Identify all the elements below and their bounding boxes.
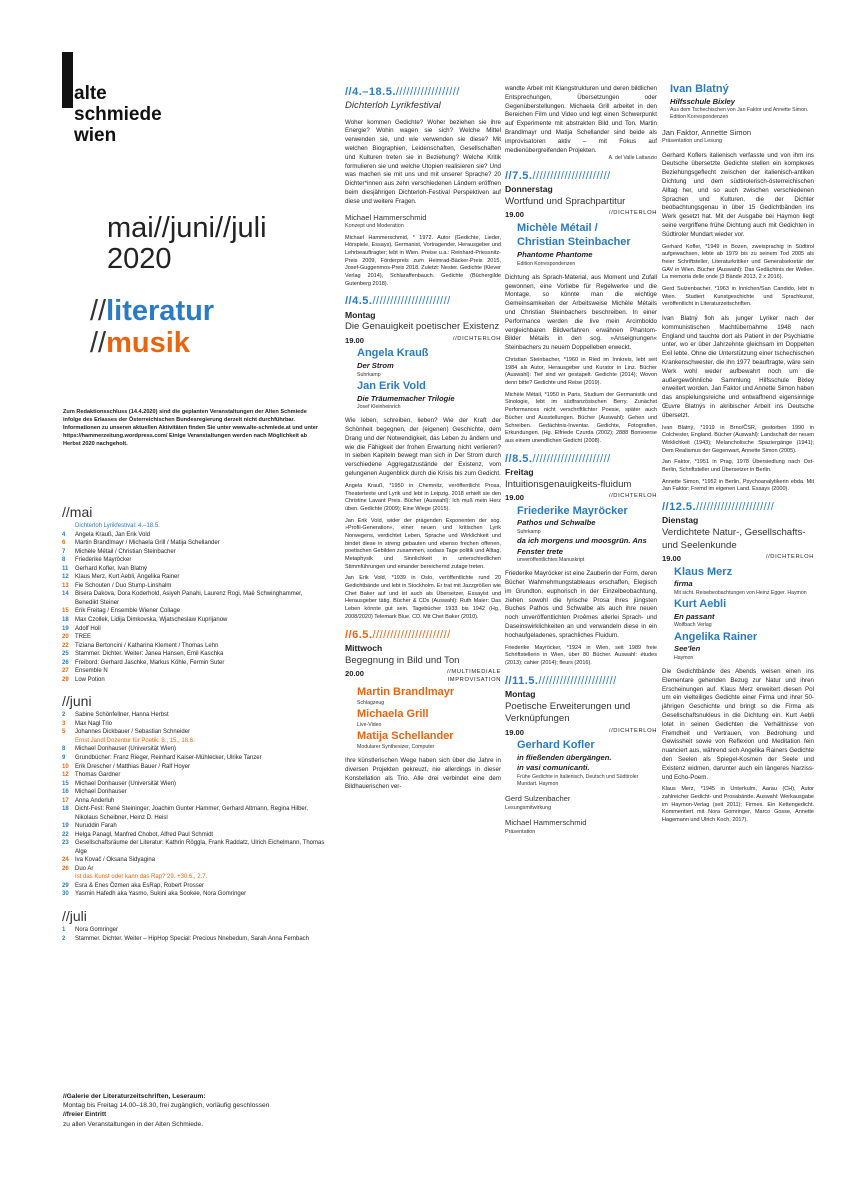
list-mai bbox=[62, 522, 327, 684]
calendar-date: 8 bbox=[62, 746, 66, 753]
work-title: firma bbox=[674, 579, 693, 589]
calendar-entry bbox=[62, 565, 327, 574]
event-text: Gerhard Koflers italienisch verfasste und von ihm ins Deutsche übersetzte Gedichte stellen ein komplexes Beziehungsgeflecht zwischen der italienisch-antiken Dichtung und dem südtirolerisch-österreichischen Alltag her, und so auch zwischen verschiedenen Sprachen und Kulturen, die der Dichter beobachtungsgenau in über 15 Gedichtbänden ins Werk gesetzt hat. Mit der Ausgabe bei Haymon liegt seine vergriffene frühe Dichtung auch mit Gedichten in Südtiroler Mundart wieder vor. bbox=[662, 151, 814, 238]
event-header: //4.–18.5.////////////////// bbox=[345, 86, 460, 98]
calendar-text: Nora Gomringer bbox=[75, 927, 119, 934]
calendar-date bbox=[62, 873, 75, 882]
calendar-text: Bisera Dakova, Dora Koderhold, Asiyeh Panahi, Laurenz Rogi, Maë Schwinghammer, Benedikt Steiner bbox=[75, 591, 303, 606]
calendar-entry bbox=[62, 839, 327, 856]
calendar-entry bbox=[62, 582, 327, 591]
performer: Martin Brandlmayr bbox=[357, 686, 455, 699]
notice: Zum Redaktionsschluss (14.4.2020) sind die geplanten Veranstaltungen der Alten Schmiede infolge des Erlasses der Österreichischen Bundesregierung derzeit nicht durchführbar. Informationen zu unseren aktuellen Aktivitäten finden Sie unter www.alte-schmiede.at und unter https://hammerzeitung.wordpress.com/ Einige Veranstaltungen werden nach Möglichkeit ab Herbst 2020 nachgeholt. bbox=[63, 409, 319, 448]
calendar-text: Erik Freitag / Ensemble Wiener Collage bbox=[75, 608, 181, 615]
calendar-date: 29 bbox=[62, 882, 69, 889]
calendar-entry bbox=[62, 745, 327, 754]
event-time-row: 20.00 //MULTIMEDIALE IMPROVISATION bbox=[345, 669, 501, 684]
category-musik: //musik bbox=[90, 327, 190, 359]
bio: Michael Hammerschmid, * 1972. Autor (Gedichte, Lieder, Hörspiele, Essays), Germanist, Vortragender, Herausgeber und Lehrbeauftragter; lebt in Wien. Preise u.a.: Reinhard-Priessnitz-Preis 2009, Förderpreis zum Heimrad-Bäcker-Preis 2015, Josef-Guggenmos-Preis 2018. Zuletzt: Nester. Gedichte (Klever Verlag 2014), Schlaraffenbauch. Gedichte (Büchergilde Gutenberg 2018). bbox=[345, 234, 501, 287]
performer: Angelika Rainer bbox=[674, 630, 758, 643]
calendar-date: 25 bbox=[62, 651, 69, 658]
column-3 bbox=[505, 85, 657, 836]
instrument: Live-Video bbox=[357, 721, 382, 728]
event-header: //4.5.////////////////////// bbox=[345, 295, 451, 308]
calendar-text: Ist das Kunst oder kann das Rap? 29. +30.6., 2.7. bbox=[75, 874, 208, 881]
calendar-entry bbox=[62, 633, 327, 642]
event-time-row: 19.00 //DICHTERLOH bbox=[505, 727, 657, 737]
calendar-text: Sabine Schönfellner, Hanna Herbst bbox=[75, 712, 169, 719]
calendar-entry bbox=[62, 737, 327, 746]
calendar-date: 1 bbox=[62, 927, 66, 934]
calendar-text: Max Nagl Trio bbox=[75, 720, 113, 727]
moderator: Jan Faktor, Annette Simon bbox=[662, 127, 752, 137]
calendar-entry bbox=[62, 890, 327, 899]
season bbox=[107, 213, 267, 275]
calendar-text: Erik Drescher / Matthias Bauer / Ralf Hoyer bbox=[75, 763, 191, 770]
event-title: Poetische Erweiterungen und Verknüpfungen bbox=[505, 700, 631, 725]
calendar-text: Stammer. Dichter. Weiter: Janea Hansen, Emil Kaschka bbox=[75, 651, 224, 658]
performer: Angela Krauß bbox=[357, 347, 429, 360]
calendar-date: 7 bbox=[62, 548, 66, 555]
logo-line: schmiede bbox=[74, 104, 162, 125]
calendar-entry bbox=[62, 822, 327, 831]
calendar-entry bbox=[62, 720, 327, 729]
calendar-date: 2 bbox=[62, 935, 66, 942]
list-juli bbox=[62, 926, 327, 943]
instrument: Modularer Synthesizer, Computer bbox=[357, 743, 435, 750]
calendar-text: Gesellschaftsräume der Literatur: Kathrin Röggla, Frank Raddatz, Ulrich Eichelmann, Thomas Alge bbox=[75, 840, 325, 855]
publisher: Haymon bbox=[674, 654, 694, 661]
calendar-text: Stammer. Dichter. Weiter – HipHop Special: Precious Nnebedum, Sarah Anna Fernbach bbox=[75, 935, 310, 942]
calendar-date: 19 bbox=[62, 625, 69, 632]
calendar-entry bbox=[62, 728, 327, 737]
calendar-text: Thomas Gardner bbox=[75, 772, 121, 779]
list-juni bbox=[62, 711, 327, 898]
month-juni: //juni bbox=[62, 693, 92, 710]
calendar-text: Freibord: Gerhard Jaschke, Markus Köhle, Fermin Suter bbox=[75, 659, 225, 666]
calendar-entry bbox=[62, 771, 327, 780]
publisher: Wolfbach Verlag bbox=[674, 622, 712, 629]
calendar-date: 22 bbox=[62, 831, 69, 838]
work-title: da ich morgens und moosgrün. Ans Fenster trete bbox=[517, 536, 647, 556]
calendar-date: 6 bbox=[62, 540, 66, 547]
calendar-date: 2 bbox=[62, 712, 66, 719]
calendar-date: 12 bbox=[62, 574, 69, 581]
work-title: Phantome Phantome bbox=[517, 250, 593, 260]
calendar-text: Helga Panagl, Manfred Chobot, Alfred Paul Schmidt bbox=[75, 831, 214, 838]
calendar-entry bbox=[62, 659, 327, 668]
calendar-date bbox=[62, 737, 75, 746]
calendar-date: 27 bbox=[62, 668, 69, 675]
calendar-date: 18 bbox=[62, 616, 69, 623]
performer: Jan Erik Vold bbox=[357, 379, 426, 392]
free-entry-note: zu allen Veranstaltungen in der Alten Schmiede. bbox=[63, 1120, 204, 1128]
calendar-text: Michael Donhauser (Universität Wien) bbox=[75, 780, 177, 787]
performer: Klaus Merz bbox=[674, 565, 733, 578]
calendar-text: Esra & Enes Özmen aka EsRap, Robert Prosser bbox=[75, 882, 205, 889]
event-title: Intuitionsgenauigkeits-fluidum bbox=[505, 478, 632, 490]
bio: Annette Simon, *1952 in Berlin, Psychoanalytikerin ebda. Mit Jan Faktor: Fremd im eigenen Land. Essays (2000). bbox=[662, 478, 814, 493]
calendar-text: Michael Donhauser (Universität Wien) bbox=[75, 746, 177, 753]
event-time-row: 19.00 //DICHTERLOH bbox=[505, 493, 657, 503]
performer: Matija Schellander bbox=[357, 730, 454, 743]
signature: A. del Valle Lattanzio bbox=[608, 155, 657, 162]
calendar-date: 18 bbox=[62, 806, 69, 813]
calendar-entry bbox=[62, 865, 327, 874]
logo-bar bbox=[62, 52, 73, 108]
bio: Klaus Merz, *1945 in Unterkulm, Aarau (CH), Autor zahlreicher Gedicht- und Prosabände. Auswahl: Werkausgabe im Haymon-Verlag (seit 2011); Firmes. Ein Kettengedicht. Kommentiert mit Nora Gomringer, Marco Gosse, Annette Hagemann und Ulrich Koch, 2017). bbox=[662, 786, 814, 824]
categories bbox=[90, 295, 214, 359]
event-title: Verdichtete Natur-, Gesellschafts- und Seelenkunde bbox=[662, 527, 806, 551]
event-text: Wie leben, schreiben, lieben? Wie der Kraft der Schönheit begegnen, der (eigenen) Geschichte, dem Drang und der Notwendigkeit, das Leben zu ändern und wie die Fähigkeit der frohen Erwartung nicht verlieren? In sieben Kapiteln bewegt man sich in Der Strom durch verschiedene Aggregatzustände der Existenz, vom gelungenen Augenblick durch die Krisis bis zum Gedicht. bbox=[345, 417, 501, 478]
bio: Jan Erik Vold, wider der prägenden Exponenten der sog. »Profil-Generation«, einer neuen und kritischen Lyrik Norwegens, verdichtet Leben, Sprache und Wirklichkeit und bindet diese in streng gebauten und ebenso frechen offenen, poetischen Gebilden zusammen, sodass Tage politik und Alltag, Metaphysik und Sinnlichkeit in unterschiedlichen Stimmführungen und einander bereichernd zutage treten. bbox=[345, 517, 501, 570]
calendar-entry bbox=[62, 573, 327, 582]
event-day: Donnerstag bbox=[505, 183, 553, 194]
calendar-text: Low Potion bbox=[75, 676, 105, 683]
bio: Jan Erik Vold, *1939 in Oslo, veröffentlichte rund 20 Gedichtbände und lebt in Stockholm. Er trat mit Jazzgrößen wie Chet Baker auf und ist auch als Übersetzer, Essayist und Herausgeber tätig. Bücher & CDs (Auswahl): Ruth Maier: Das Leben könnte gut sein. Tagebücher 1933 bis 1942 (Hg., 2008/2020) Telemark Blue. CD. Mit Chet Baker (2010). bbox=[345, 575, 501, 620]
event-day: Montag bbox=[505, 688, 536, 699]
calendar-entry bbox=[62, 616, 327, 625]
calendar-date bbox=[62, 522, 75, 531]
work-title: En passant bbox=[674, 611, 715, 621]
calendar-text: Grundbücher: Franz Rieger, Reinhard Kaiser-Mühlecker, Ulrike Tanzer bbox=[75, 755, 262, 761]
calendar-text: Max Czollek, Lidija Dimkovska, Wjatscheslaw Kuprijanow bbox=[75, 616, 228, 623]
column-4 bbox=[662, 82, 814, 825]
event-text: Ihre künstlerischen Wege haben sich über die Jahre in diversen Projekten gekreuzt, nie allerdings in dieser Konstellation als Trio. Alle drei verbindet eine dem Bildhauerischen ver- bbox=[345, 757, 501, 791]
bio: Michèle Métail, *1950 in Paris, Studium der Germanistik und Sinologie, lebt im südfranzösischen Berry. Zunächst Performances nicht verschriftlichter Poesie, später auch Bücher und Ausstellungen. Bücher (Auswahl): Gehen und Schreiben. Gedächtnis-Inventar. Gedichte, Fotografien, Erkundungen. (Hg. Elfriede Czurda (2002); 2888 Bonvoerse aus einem unendlichen Gedicht (2008). bbox=[505, 391, 657, 444]
calendar-date: 17 bbox=[62, 797, 69, 804]
calendar-date: 16 bbox=[62, 789, 69, 796]
publisher: Mit sicht. Reisebeobachtungen von Heinz Egger. Haymon bbox=[674, 589, 807, 596]
calendar-text: Yasmin Hafedh aka Yasmo, Sukini aka Sookee, Nora Gomringer bbox=[75, 891, 247, 898]
calendar-date: 26 bbox=[62, 865, 69, 872]
gallery-title: //Galerie der Literaturzeitschriften, Leseraum: bbox=[63, 1093, 206, 1100]
calendar-entry bbox=[62, 522, 327, 531]
free-entry: //freier Eintritt bbox=[63, 1111, 107, 1119]
calendar-entry bbox=[62, 548, 327, 557]
calendar-entry bbox=[62, 797, 327, 806]
calendar-text: Dichterloh Lyrikfestival: 4.–18.5. bbox=[75, 523, 160, 530]
work-title: Die Träumemacher Trilogie bbox=[357, 393, 455, 403]
calendar-entry bbox=[62, 873, 327, 882]
calendar-date: 12 bbox=[62, 772, 69, 779]
logo bbox=[74, 83, 162, 146]
calendar-entry bbox=[62, 539, 327, 548]
season-year: 2020 bbox=[107, 243, 172, 275]
calendar-date: 3 bbox=[62, 720, 66, 727]
calendar-entry bbox=[62, 711, 327, 720]
calendar-text: Johannes Dickbauer / Sebastian Schneider bbox=[75, 729, 191, 736]
publisher: Aus dem Tschechischen von Jan Faktor und Annette Simon. Edition Korrespondenzen bbox=[670, 107, 809, 121]
instrument: Schlagzeug bbox=[357, 699, 385, 706]
event-title: Die Genauigkeit poetischer Existenz bbox=[345, 321, 500, 333]
bio: Ivan Blatný, *1919 in Brno/ČSR, gestorben 1990 in Colchester, England. Bücher (Auswahl): Landschaft der neuen Wirklichkeit (1943); Melancholische Spaziergänge (1941); Dem Realismus der Gegenwart, Annette Simon (2005). bbox=[662, 424, 814, 454]
calendar-date: 24 bbox=[62, 857, 69, 864]
calendar-entry bbox=[62, 788, 327, 797]
calendar-text: Michèle Métail / Christian Steinbacher bbox=[75, 548, 176, 555]
calendar-entry bbox=[62, 831, 327, 840]
calendar-text: Michael Donhauser bbox=[75, 789, 127, 796]
event-time-row: 19.00 //DICHTERLOH bbox=[662, 554, 814, 564]
performer: Gerhard Kofler bbox=[517, 739, 595, 752]
calendar-date: 23 bbox=[62, 840, 69, 847]
event-day: Montag bbox=[345, 309, 376, 320]
moderator: Michael Hammerschmid bbox=[505, 818, 587, 828]
calendar bbox=[62, 495, 327, 943]
month-juli: //juli bbox=[62, 907, 87, 924]
calendar-entry bbox=[62, 625, 327, 634]
gallery-hours: Montag bis Freitag 14.00–18.30, frei zugänglich, vorläufig geschlossen bbox=[63, 1102, 270, 1110]
calendar-date: 15 bbox=[62, 608, 69, 615]
calendar-text: Ensemble N bbox=[75, 668, 108, 675]
event-header: //8.5.////////////////////// bbox=[505, 452, 611, 465]
calendar-text: Gerhard Kofler, Ivan Blatný bbox=[75, 565, 148, 572]
moderator-role: Präsentation und Lesung bbox=[662, 138, 722, 145]
calendar-entry bbox=[62, 556, 327, 565]
work-title: in fließenden übergängen. bbox=[517, 752, 612, 762]
gallery-info bbox=[63, 1092, 313, 1129]
work-title: Pathos und Schwalbe bbox=[517, 518, 596, 528]
event-header: //7.5.////////////////////// bbox=[505, 169, 611, 182]
calendar-date: 26 bbox=[62, 659, 69, 666]
performer: Christian Steinbacher bbox=[517, 236, 631, 249]
calendar-entry bbox=[62, 642, 327, 651]
calendar-entry bbox=[62, 676, 327, 685]
performer: Michaela Grill bbox=[357, 708, 429, 721]
event-text: Friederike Mayröcker ist eine Zauberin der Form, deren Bücher Wahrnehmungstableaus erschaffen, Elegisch im Grundton, euphorisch in der Einzelbeobachtung, ziehen sowohl die lyrische Prosa ihres jüngsten Buches Pathos und Schwalbe als auch ihre neuen noch unveröffentlichten Proêmes allerlei Sprach- und Daseinswirklichkeiten an und verwandeln diese in ein hochaufgeladenes, sprachliches Fluidum. bbox=[505, 570, 657, 639]
calendar-date: 10 bbox=[62, 763, 69, 770]
calendar-date: 8 bbox=[62, 557, 66, 564]
calendar-date: 20 bbox=[62, 634, 69, 641]
performer: Ivan Blatný bbox=[670, 83, 729, 95]
logo-line: alte bbox=[74, 83, 107, 104]
calendar-date: 19 bbox=[62, 823, 69, 830]
calendar-entry bbox=[62, 607, 327, 616]
event-day: Freitag bbox=[505, 466, 534, 477]
performer: Friederike Mayröcker bbox=[517, 504, 628, 517]
moderator-role: Lesungsmitwirkung bbox=[505, 804, 552, 811]
publisher: Edition Korrespondenzen bbox=[517, 260, 576, 267]
continued-text: wandte Arbeit mit Klangstrukturen und deren bildlichen Entsprechungen, Übersetzungen oder Gegenüberstellungen. Michaela Grill arbeitet in den Bereichen Film und Video und legt einen Schwerpunkt auf Experimente mit abstrakten Bild und Ton. Martin Brandlmayr und Matija Schellander sind beide als improvisatoren aktiv – mit Fokus auf medienübergreifenden Projekten. bbox=[505, 85, 657, 154]
calendar-text: Ernst Jandl Dozentur für Poetik: 8., 15., 18.6. bbox=[75, 737, 195, 744]
logo-line: wien bbox=[74, 125, 117, 146]
moderator: Gerd Sulzenbacher bbox=[505, 794, 571, 804]
category-literatur: //literatur bbox=[90, 295, 215, 327]
calendar-date: 22 bbox=[62, 642, 69, 649]
calendar-date: 29 bbox=[62, 676, 69, 683]
event-text: Dichtung als Sprach-Material, aus Moment und Zufall gewonnen, eine Vorliebe für Regelwerke und die Montage, so könnte man die wichtige Gemeinsamkeiten der Arbeitsweise Michèle Métails und Christian Steinbachers beschreiben. In einer Performance werden die live mein Arcimboldo vergleichbaren Bildverfahren erwähnen Phantom-Bilder Métails in den sog. »Anseignungen« Steinbachers zu neuem Doppelleben erweckt. bbox=[505, 273, 657, 352]
calendar-entry bbox=[62, 667, 327, 676]
publisher: Josef Kleinheinrich bbox=[357, 404, 401, 411]
calendar-text: Fie Schouten / Duo Stump-Linshalm bbox=[75, 582, 172, 589]
event-title: Wortfund und Sprachpartitur bbox=[505, 195, 626, 207]
work-title: Der Strom bbox=[357, 361, 394, 371]
calendar-date: 15 bbox=[62, 780, 69, 787]
calendar-text: Adolf Holl bbox=[75, 625, 101, 632]
publisher: unveröffentlichtes Manuskript bbox=[517, 556, 585, 563]
bio: Christian Steinbacher, *1960 in Ried im Innkreis, lebt seit 1984 als Autor, Herausgeber und Kurator in Linz. Bücher (Auswahl): Tief sind wir gestapelt. Gedichte (2014); Wovon denn bitte? Gedichte und Reise (2019). bbox=[505, 357, 657, 387]
publisher: Frühe Gedichte in Italienisch, Deutsch und Südtiroler Mundart. Haymon bbox=[517, 773, 639, 787]
event-header: //12.5.////////////////////// bbox=[662, 501, 775, 514]
calendar-date: 11 bbox=[62, 565, 69, 572]
calendar-entry bbox=[62, 650, 327, 659]
calendar-date: 30 bbox=[62, 891, 69, 898]
calendar-text: Martin Brandlmayr / Michaela Grill / Matija Schellander bbox=[75, 540, 220, 547]
bio: Gerd Sulzenbacher, *1963 in Innichen/San Candido, lebt in Wien. Studiert Kunstgeschichte und Sprachkunst, veröffentlicht in Literaturzeitschriften. bbox=[662, 285, 814, 308]
calendar-date: 4 bbox=[62, 531, 66, 538]
calendar-text: Friederike Mayröcker bbox=[75, 557, 132, 564]
calendar-entry bbox=[62, 780, 327, 789]
calendar-entry bbox=[62, 763, 327, 772]
bio: Friederike Mayröcker, *1924 in Wien, seit 1989 freie Schriftstellerin in Wien, über 80 Bücher. Auswahl: études (2013); cahier (2014); fleurs (2016). bbox=[505, 644, 657, 666]
moderator: Michael Hammerschmid bbox=[345, 212, 427, 222]
calendar-entry bbox=[62, 856, 327, 865]
season-months: mai//juni//juli bbox=[107, 212, 267, 244]
event-time-row: 19.00 //DICHTERLOH bbox=[345, 335, 501, 345]
moderator-role: Konzept und Moderation bbox=[345, 223, 404, 230]
event-header: //11.5.////////////////////// bbox=[505, 674, 617, 687]
calendar-entry bbox=[62, 805, 327, 822]
calendar-text: Dicht-Fest: René Steininger, Joachim Gunter Hammer, Gerhard Altmann, Regina Hilber, Nikolaus Scheibner, Heinz D. Heisl bbox=[75, 806, 309, 821]
event-header: //6.5.////////////////////// bbox=[345, 628, 451, 641]
calendar-text: Nuruddin Farah bbox=[75, 823, 117, 830]
moderator-role: Präsentation bbox=[505, 828, 536, 835]
performer: Kurt Aebli bbox=[674, 598, 727, 611]
event-day: Mittwoch bbox=[345, 642, 383, 653]
column-2 bbox=[345, 85, 501, 792]
festival-text: Woher kommen Gedichte? Woher beziehen sie ihre Energie? Wohin wagen sie sich? Welche Mittel verwenden sie, und wie verwenden sie diese? Mit welchen Biographien, Leidenschaften, Gesellschaften und Kulturen treten sie in Beziehung? Welche Kritik formulieren sie und welche Utopien realisieren sie? Und was machen sie mit uns und mit unserer Sprache? 20 Dichter*innen aus zehn verschiedenen Ländern eröffnen beim diesjährigen Dichterloh-Festival Perspektiven auf diese und weitere Fragen. bbox=[345, 118, 501, 205]
calendar-date: 5 bbox=[62, 729, 66, 736]
calendar-entry bbox=[62, 926, 327, 935]
event-time-row: 19.00 //DICHTERLOH bbox=[505, 210, 657, 220]
work-title: in vasi comunicanti. bbox=[517, 763, 590, 773]
festival-title: Dichterloh Lyrikfestival bbox=[345, 100, 441, 112]
event-text: Die Gedichtbände des Abends weisen einen ins Elementare gehenden Bezug zur Natur und ihren Erscheinungen auf. Klaus Merz erweitert diesen Pol um ein vielteiliges Gedichte einer Firma und ihrer 50-jährigen Geschichte und bringt so die Firma als Gesellschaftsnukleus in die Dichtung ein. Kurt Aebli lotet in seinen Gedichten die Verhältnisse von Fremdheit und Vertrauen, von Bedrohung und Gewissheit sowie von Reflexion und Meditation fein nuanciert aus, während sich Angelika Rainers Gedichte den Seelen als Spiegel-Kosmen der Seele und Existenz widmen, darunter auch ein längeres Narziss- und Echo-Poem. bbox=[662, 668, 814, 781]
calendar-text: Duo Ar bbox=[75, 865, 94, 872]
work-title: Hilfsschule Bixley bbox=[670, 96, 735, 106]
calendar-text: Angela Krauß, Jan Erik Vold bbox=[75, 531, 151, 538]
event-text: Ivan Blatný floh als junger Lyriker nach der kommunistischen Machtübernahme 1948 nach England und tauchte dort als Patient in der Psychiatrie unter, wo er über Jahrzehnte gleichsam im Doppelten Exil lebte. Ohne die Unterstützung einer tschechischen Krankenschwester, die ihn 1977 beauftragte, wäre sein Werk wohl weder aufbewahrt noch um die außergewöhnliche Sammlung Hilfsschule Bixley erweitert worden. Jan Faktor und Annette Simon haben das anspielungsreiche und entwaffnend eigensinnige Œuvre Blatnýs in akribischer Arbeit ins Deutsche übersetzt. bbox=[662, 315, 814, 419]
calendar-entry bbox=[62, 531, 327, 540]
calendar-text: Tiziana Bertoncini / Katharina Klement / Thomas Lehn bbox=[75, 642, 219, 649]
month-mai: //mai bbox=[62, 504, 93, 520]
calendar-entry bbox=[62, 882, 327, 891]
event-title: Begegnung in Bild und Ton bbox=[345, 654, 460, 666]
calendar-entry bbox=[62, 590, 327, 607]
calendar-date: 14 bbox=[62, 591, 69, 598]
calendar-entry bbox=[62, 935, 327, 944]
calendar-date: 9 bbox=[62, 755, 66, 761]
event-day: Dienstag bbox=[662, 515, 699, 526]
bio: Gerhard Kofler, *1949 in Bozen, zweisprachig in Südtirol aufgewachsen, lebte ab 1979 bis zu seinem Tod 2005 als freier Schriftsteller, Literaturkritiker und Generalsekretär der GAV in Wien. Bücher (Auswahl): Das Gedächtnis der Wellen. La memoria delle onde (3 Bände 2013, 2 x 2016). bbox=[662, 243, 814, 281]
performer: Michèle Métail / bbox=[517, 221, 598, 234]
publisher: Suhrkamp bbox=[357, 371, 381, 378]
calendar-text: Anna Anderluh bbox=[75, 797, 115, 804]
calendar-text: Klaus Merz, Kurt Aebli, Angelika Rainer bbox=[75, 574, 180, 581]
bio: Jan Faktor, *1951 in Prag, 1978 Übersiedlung nach Ost-Berlin, Schriftsteller und Übersetzer in Berlin. bbox=[662, 459, 814, 474]
bio: Angela Krauß, *1950 in Chemnitz, veröffentlicht Prosa, Theatertexte und Lyrik und lebt in Leipzig. 2018 erhielt sie den Christine Lavant Preis. Bücher (Auswahl): Ich muß mein Herz üben. Gedichte (2009); Eine Wiege (2015). bbox=[345, 482, 501, 512]
calendar-date: 13 bbox=[62, 582, 69, 589]
calendar-text: Iva Kovač / Oksana Sidyagina bbox=[75, 857, 156, 864]
calendar-entry bbox=[62, 754, 327, 763]
work-title: See'len bbox=[674, 644, 701, 654]
publisher: Suhrkamp bbox=[517, 528, 541, 535]
calendar-text: TREE bbox=[75, 634, 92, 641]
